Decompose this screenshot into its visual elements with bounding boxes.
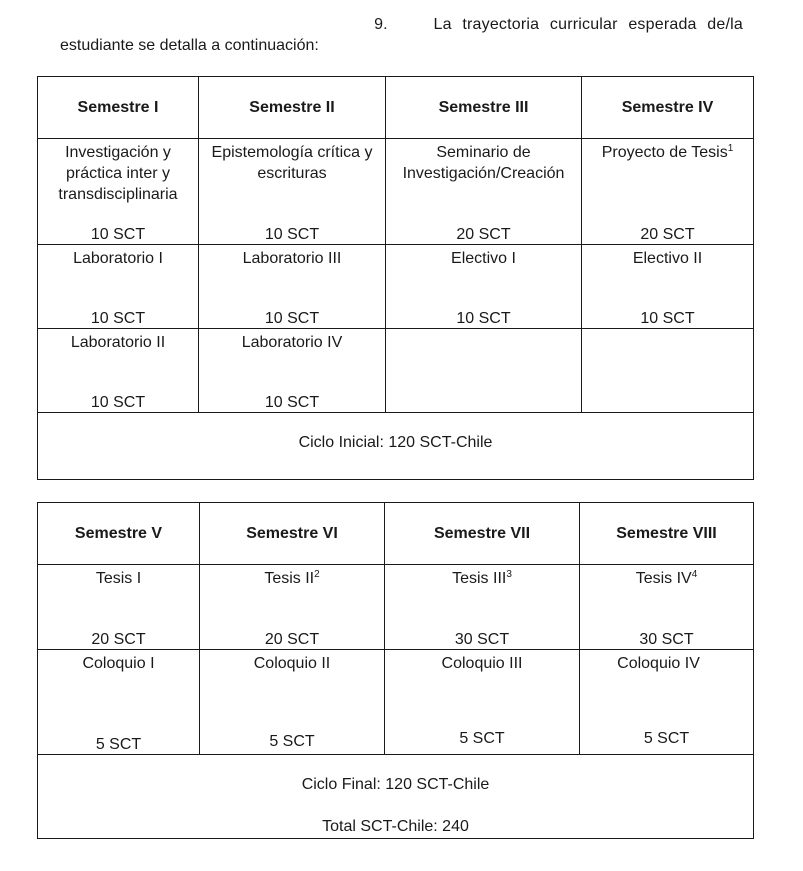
table-row — [38, 245, 754, 329]
semester-header-label: Semestre V — [74, 524, 163, 542]
course-credits: 30 SCT — [454, 631, 510, 648]
course-cell — [386, 139, 582, 245]
course-name: Coloquio III — [441, 655, 523, 672]
initial-cycle-table — [37, 76, 754, 480]
course-credits: 10 SCT — [456, 310, 511, 327]
footnote-marker: 1 — [727, 143, 734, 154]
course-credits: 5 SCT — [459, 730, 505, 747]
course-name: Tesis III$^3$ — [452, 569, 512, 587]
course-name: Electivo II — [632, 250, 703, 267]
course-name: Coloquio II — [253, 655, 331, 672]
course-cell — [199, 139, 386, 245]
semester-header — [386, 77, 582, 139]
footnote-marker: 2 — [314, 569, 320, 580]
course-name: Coloquio I — [82, 655, 155, 672]
table-row — [38, 139, 754, 245]
course-cell — [582, 245, 754, 329]
course-cell — [199, 329, 386, 413]
course-cell — [199, 245, 386, 329]
course-name: Investigación y práctica inter y transdisciplinaria — [58, 144, 178, 203]
footnote-marker: 4 — [691, 569, 698, 580]
course-credits: 10 SCT — [90, 394, 146, 411]
course-name: Tesis I — [95, 570, 142, 587]
item-number: 9. — [374, 16, 388, 33]
course-credits: 20 SCT — [91, 631, 146, 648]
course-credits: 20 SCT — [640, 226, 695, 243]
semester-header — [385, 503, 580, 565]
header-row — [38, 77, 754, 139]
course-name: Laboratorio IV — [241, 334, 343, 351]
semester-header-label: Semestre IV — [621, 98, 714, 116]
course-credits: 5 SCT — [95, 736, 142, 753]
course-cell — [200, 650, 385, 755]
semester-header-label: Semestre I — [77, 98, 159, 116]
intro-line-1: La trayectoria curricular esperada de/la — [433, 16, 743, 33]
course-name: Electivo I — [451, 250, 516, 267]
intro-paragraph — [60, 14, 743, 56]
course-credits: 10 SCT — [264, 226, 320, 243]
course-cell — [200, 565, 385, 650]
semester-header-label: Semestre VIII — [616, 524, 717, 542]
header-row — [38, 503, 754, 565]
semester-header-label: Semestre VI — [246, 524, 338, 542]
cycle-summary: Ciclo Inicial: 120 SCT-Chile — [38, 413, 754, 480]
semester-header-label: Semestre VII — [433, 524, 531, 542]
course-cell — [582, 139, 754, 245]
cycle-summary-cell — [38, 755, 754, 839]
empty-cell — [582, 329, 754, 413]
semester-header — [200, 503, 385, 565]
table-row — [38, 329, 754, 413]
course-cell — [38, 650, 200, 755]
course-cell — [38, 565, 200, 650]
course-credits: 10 SCT — [640, 310, 695, 327]
course-cell — [38, 329, 199, 413]
course-credits: 10 SCT — [90, 310, 146, 327]
semester-header — [38, 77, 199, 139]
semester-header-label: Semestre III — [438, 98, 529, 116]
course-credits: 5 SCT — [643, 730, 690, 747]
course-cell — [580, 565, 754, 650]
final-cycle-table — [37, 502, 754, 839]
total-credits: Total SCT-Chile: 240 — [322, 818, 469, 835]
course-name: Seminario de Investigación/Creación — [402, 144, 565, 182]
course-name: Laboratorio II — [70, 334, 166, 351]
course-name: Laboratorio III — [242, 250, 342, 267]
semester-header-label: Semestre II — [249, 98, 335, 116]
course-credits: 5 SCT — [269, 733, 315, 750]
semester-header — [199, 77, 386, 139]
course-credits: 20 SCT — [264, 631, 320, 648]
course-cell — [386, 245, 582, 329]
course-name: Tesis $II^2$ — [264, 569, 320, 587]
course-credits: 10 SCT — [264, 394, 320, 411]
empty-cell — [386, 329, 582, 413]
intro-line-2: estudiante se detalla a continuación: — [60, 37, 319, 54]
semester-header — [38, 503, 200, 565]
summary-row — [38, 413, 754, 480]
course-credits: 30 SCT — [639, 631, 694, 648]
course-cell — [38, 139, 199, 245]
course-name: Laboratorio I — [73, 250, 163, 267]
semester-header — [582, 77, 754, 139]
course-name: Proyecto de Tesis$^1$ — [601, 143, 734, 161]
footnote-marker: 3 — [506, 569, 512, 580]
summary-row — [38, 755, 754, 839]
course-cell — [385, 565, 580, 650]
course-credits: 10 SCT — [90, 226, 146, 243]
course-name: Epistemología crítica y escrituras — [211, 144, 373, 182]
course-cell — [38, 245, 199, 329]
course-cell — [385, 650, 580, 755]
course-credits: 10 SCT — [264, 310, 320, 327]
table-row — [38, 565, 754, 650]
course-name: Tesis $IV^4$ — [635, 569, 698, 587]
course-name: Coloquio IV — [617, 655, 700, 672]
course-credits: 20 SCT — [456, 226, 511, 243]
cycle-summary: Ciclo Final: 120 SCT-Chile — [301, 776, 490, 793]
semester-header — [580, 503, 754, 565]
table-row — [38, 650, 754, 755]
course-cell — [580, 650, 754, 755]
